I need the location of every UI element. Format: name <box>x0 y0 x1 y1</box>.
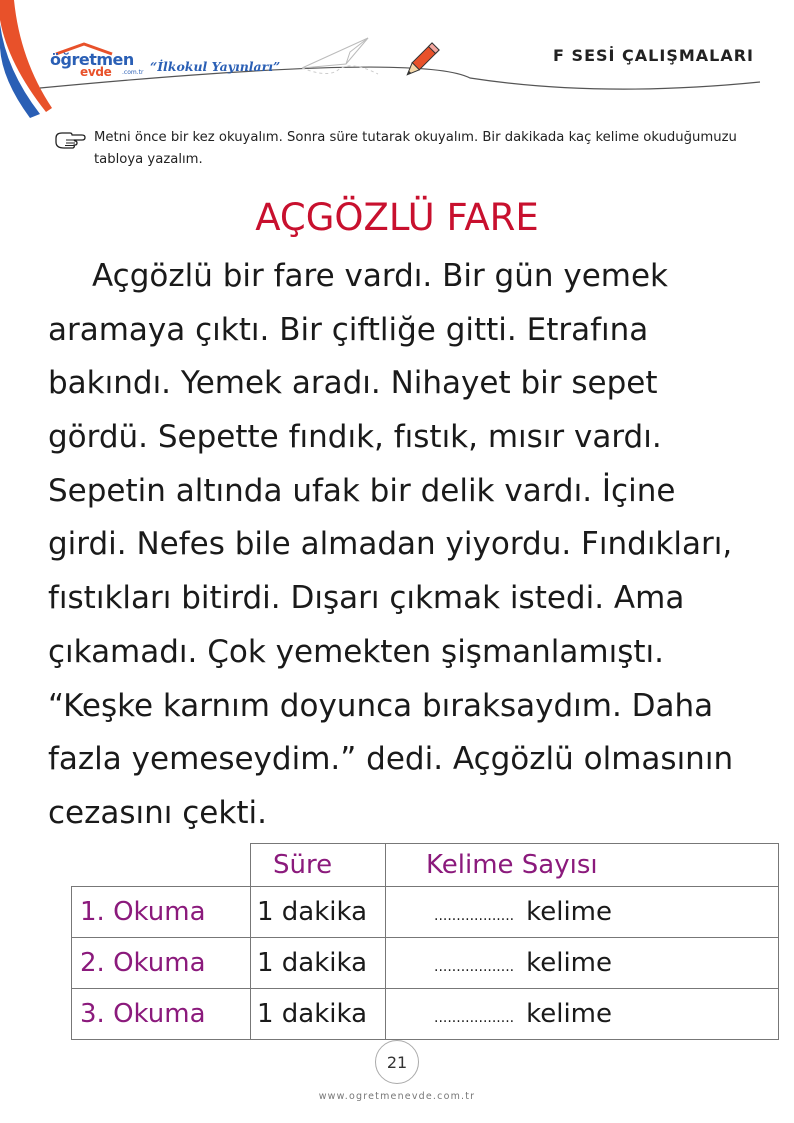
story-line: çıkamadı. Çok yemekten şişmanlamıştı. <box>48 633 664 670</box>
word-count-unit: kelime <box>526 948 613 978</box>
story-title: AÇGÖZLÜ FARE <box>255 196 539 239</box>
pencil-icon <box>398 40 442 84</box>
reading-label: 1. Okuma <box>72 887 251 938</box>
table-header-row <box>72 844 779 887</box>
table-row <box>72 887 779 938</box>
reading-time: 1 dakika <box>251 989 386 1040</box>
story-line: fazla yemeseydim.” dedi. Açgözlü olmasının <box>48 741 734 778</box>
story-line: “Keşke karnım doyunca bıraksaydım. Daha <box>48 687 714 724</box>
instruction-text: Metni önce bir kez okuyalım. Sonra süre tutarak okuyalım. Bir dakikada kaç kelime okuduğumuzu tabloya yazalım. <box>94 130 737 167</box>
story-line: fıstıkları bitirdi. Dışarı çıkmak istedi. Ama <box>48 580 685 617</box>
word-count-blank[interactable]: .................. <box>434 908 515 924</box>
reading-time: 1 dakika <box>251 887 386 938</box>
publisher-logo <box>50 44 280 80</box>
header-time: Süre <box>251 844 386 887</box>
story-line: Açgözlü bir fare vardı. Bir gün yemek <box>92 258 669 294</box>
story-line: cezasını çekti. <box>48 794 267 831</box>
story-text <box>48 250 760 841</box>
logo-comtr-text: .com.tr <box>122 69 144 76</box>
instruction <box>54 127 744 171</box>
reading-time: 1 dakika <box>251 938 386 989</box>
story-line: girdi. Nefes bile almadan yiyordu. Fındıkları, <box>48 526 733 563</box>
pointing-hand-icon <box>54 129 86 151</box>
logo-mark <box>50 44 146 80</box>
word-count-unit: kelime <box>526 897 613 927</box>
story-line: gördü. Sepette fındık, fıstık, mısır vardı. <box>48 419 662 456</box>
word-count-cell[interactable] <box>386 938 779 989</box>
word-count-cell[interactable] <box>386 887 779 938</box>
word-count-unit: kelime <box>526 999 613 1029</box>
word-count-blank[interactable]: .................. <box>434 959 515 975</box>
logo-tagline: “İlkokul Yayınları” <box>150 59 281 74</box>
page-number: 21 <box>375 1040 419 1084</box>
section-title: F SESİ ÇALIŞMALARI <box>553 46 754 65</box>
logo-ogretmen-text: öğretmen <box>50 50 134 69</box>
reading-label: 2. Okuma <box>72 938 251 989</box>
reading-log-table <box>71 843 779 1040</box>
table-row <box>72 938 779 989</box>
word-count-cell[interactable] <box>386 989 779 1040</box>
story-line: bakındı. Yemek aradı. Nihayet bir sepet <box>48 365 658 402</box>
logo-evde-text: evde <box>80 65 112 79</box>
paper-plane-icon <box>298 30 388 80</box>
table-row <box>72 989 779 1040</box>
word-count-blank[interactable]: .................. <box>434 1010 515 1026</box>
footer-url: www.ogretmenevde.com.tr <box>318 1091 476 1102</box>
story-line: aramaya çıktı. Bir çiftliğe gitti. Etrafına <box>48 311 649 348</box>
table-corner-cell <box>72 844 251 887</box>
reading-label: 3. Okuma <box>72 989 251 1040</box>
story-line: Sepetin altında ufak bir delik vardı. İçine <box>48 472 676 509</box>
header-word-count: Kelime Sayısı <box>386 844 779 887</box>
